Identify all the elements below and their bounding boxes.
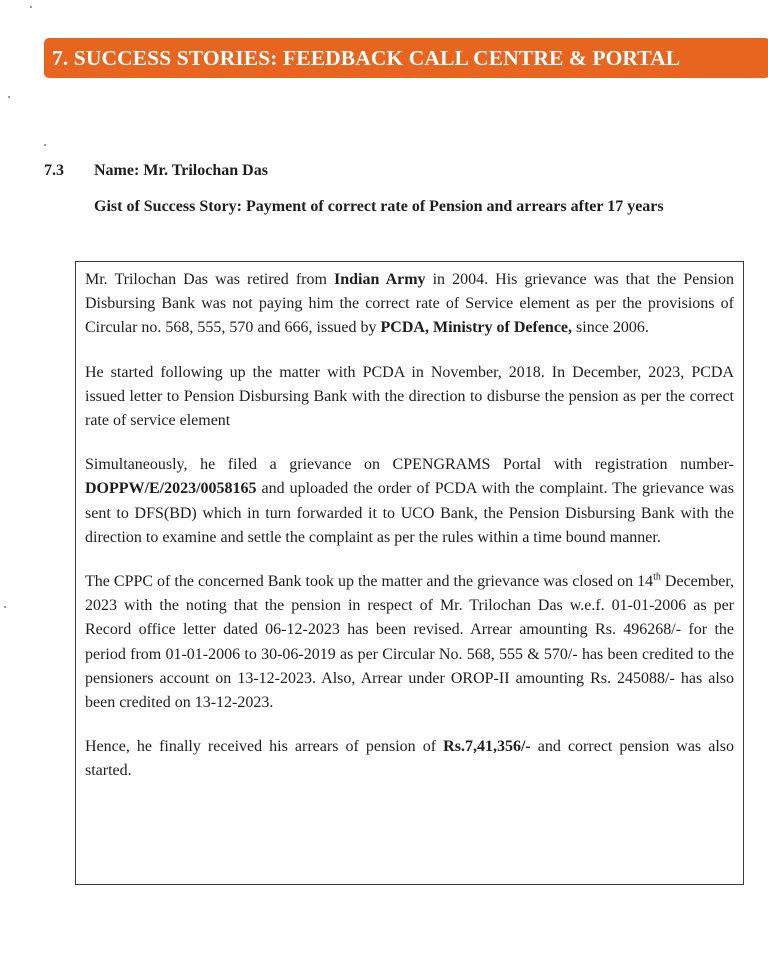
story-paragraph-4: The CPPC of the concerned Bank took up the matter and the grievance was closed on 14th December, 2023 with the noting that the pension in respect of Mr. Trilochan Das w.e.f. 01-01-2006 as per Record office letter dated 06-12-2023 has been revised. Arrear amounting Rs. 496268/- for the period from 01-01-2006 to 30-06-2019 as per Circular No. 568, 555 & 570/- has been credited to the pensioners account on 13-12-2023. Also, Arrear under OROP-II amounting Rs. 245088/- has also been credited on 13-12-2023. (85, 571, 735, 712)
section-banner (44, 38, 768, 78)
story-paragraph-5: Hence, he finally received his arrears of pension of Rs.7,41,356/- and correct pension was also started. (85, 738, 735, 780)
scan-speck (4, 606, 6, 608)
scan-speck (44, 144, 46, 146)
story-gist: Gist of Success Story: Payment of correct rate of Pension and arrears after 17 years (94, 198, 664, 215)
story-number: 7.3 (44, 162, 64, 179)
story-paragraph-3: Simultaneously, he filed a grievance on CPENGRAMS Portal with registration number-DOPPW/E/2023/0058165 and uploaded the order of PCDA with the complaint. The grievance was sent to DFS(BD) which in turn forwarded it to UCO Bank, the Pension Disbursing Bank with the direction to examine and settle the complaint as per the rules within a time bound manner. (85, 456, 734, 546)
scan-speck (30, 6, 32, 8)
scan-speck (8, 96, 10, 98)
section-banner-title: 7. SUCCESS STORIES: FEEDBACK CALL CENTRE & PORTAL (52, 45, 681, 70)
story-box (75, 261, 744, 885)
story-paragraph-1: Mr. Trilochan Das was retired from Indian Army in 2004. His grievance was that the Pension Disbursing Bank was not paying him the correct rate of Service element as per the provisions of Circular no. 568, 555, 570 and 666, issued by PCDA, Ministry of Defence, since 2006. (85, 271, 734, 337)
story-paragraph-2: He started following up the matter with PCDA in November, 2018. In December, 2023, PCDA issued letter to Pension Disbursing Bank with the direction to disburse the pension as per the correct rate of service element (85, 363, 734, 430)
story-name: Name: Mr. Trilochan Das (94, 162, 268, 179)
